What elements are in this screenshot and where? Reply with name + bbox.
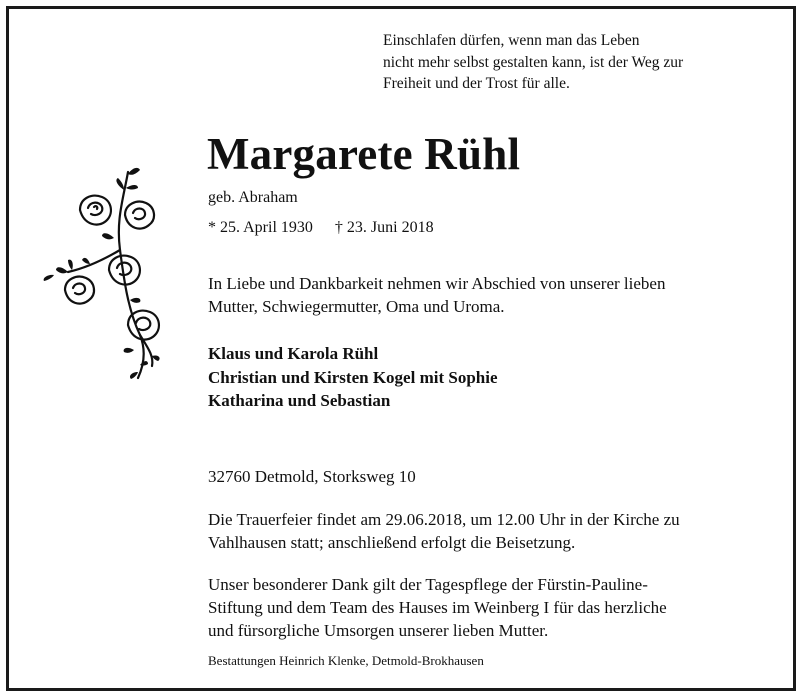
funeral-info	[208, 508, 680, 554]
text-line: Stiftung und dem Team des Hauses im Weinberg I für das herzliche	[208, 598, 667, 617]
text-line: Die Trauerfeier findet am 29.06.2018, um 12.00 Uhr in der Kirche zu	[208, 510, 680, 529]
undertaker: Bestattungen Heinrich Klenke, Detmold-Brokhausen	[208, 653, 484, 668]
address: 32760 Detmold, Storksweg 10	[208, 467, 416, 486]
birth-date: * 25. April 1930	[208, 219, 313, 236]
family-member: Christian und Kirsten Kogel mit Sophie	[208, 367, 498, 387]
deceased-name: Margarete Rühl	[207, 129, 521, 179]
memorial-quote	[383, 30, 683, 95]
death-date: † 23. Juni 2018	[334, 219, 434, 236]
family-member: Klaus und Karola Rühl	[208, 344, 379, 363]
birth-name: geb. Abraham	[208, 189, 298, 206]
text-line: In Liebe und Dankbarkeit nehmen wir Abschied von unserer lieben	[208, 274, 666, 293]
quote-line: Freiheit und der Trost für alle.	[383, 75, 570, 92]
farewell-text	[208, 272, 665, 318]
text-line: Vahlhausen statt; anschließend erfolgt die Beisetzung.	[208, 533, 576, 552]
text-line: Mutter, Schwiegermutter, Oma und Uroma.	[208, 297, 505, 316]
quote-line: Einschlafen dürfen, wenn man das Leben	[383, 32, 640, 49]
text-line: und fürsorgliche Umsorgen unserer lieben Mutter.	[208, 621, 549, 640]
quote-line: nicht mehr selbst gestalten kann, ist der Weg zur	[383, 53, 684, 71]
text-line: Unser besonderer Dank gilt der Tagespflege der Fürstin-Pauline-	[208, 575, 648, 594]
family-members	[208, 342, 498, 413]
rose-branch-icon	[28, 160, 178, 385]
life-dates	[208, 218, 434, 238]
thanks-text	[208, 573, 667, 642]
family-member: Katharina und Sebastian	[208, 391, 391, 410]
